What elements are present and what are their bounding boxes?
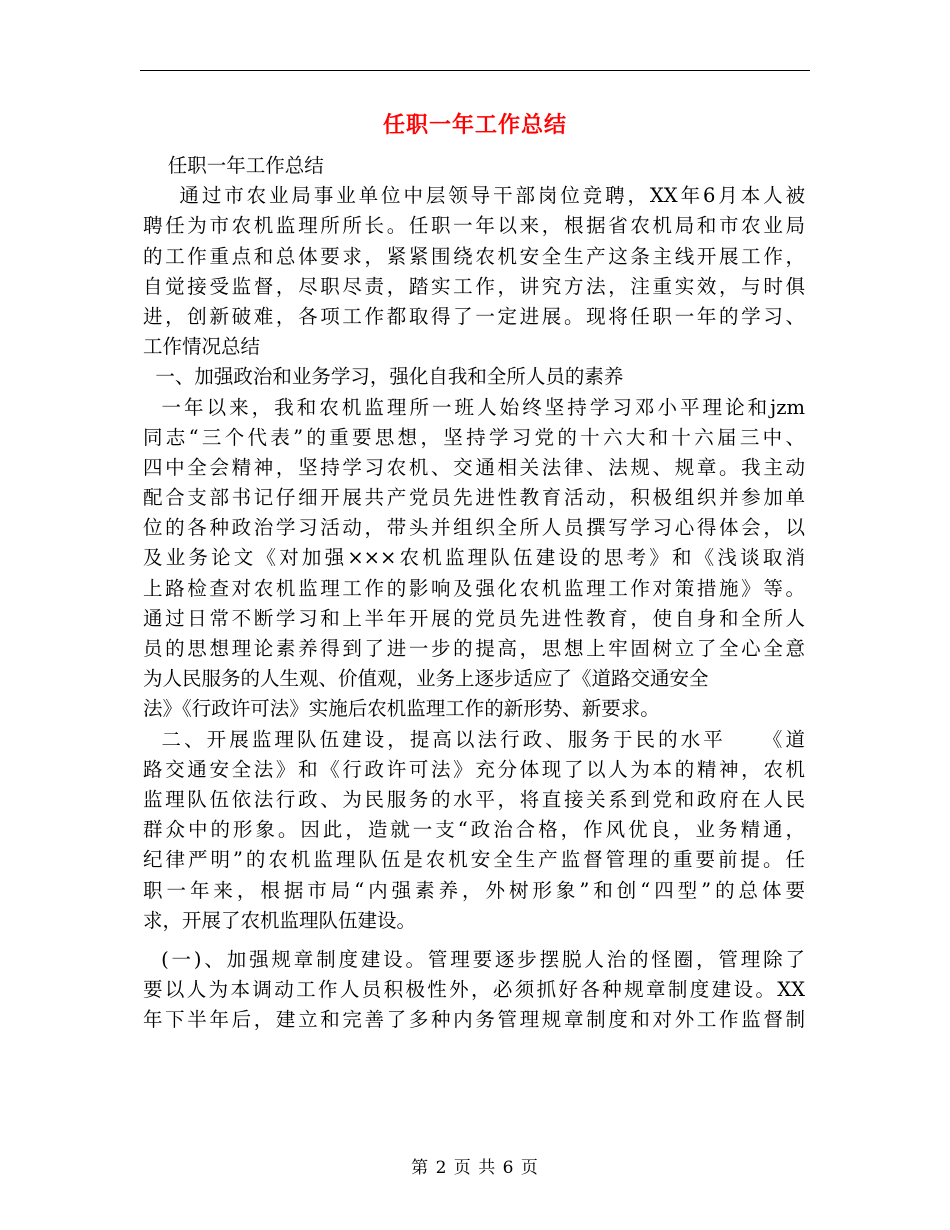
body-line: 求，开展了农机监理队伍建设。 [143, 908, 417, 932]
body-line: 及业务论文《对加强×××农机监理队伍建设的思考》和《浅谈取消 [143, 546, 805, 570]
body-line: 通过市农业局事业单位中层领导干部岗位竞聘，XX年6月本人被 [143, 184, 805, 208]
body-line: 配合支部书记仔细开展共产党员先进性教育活动，积极组织并参加单 [143, 486, 805, 510]
section-heading: 一、加强政治和业务学习，强化自我和全所人员的素养 [143, 365, 624, 389]
body-line: 群众中的形象。因此，造就一支“政治合格，作风优良，业务精通， [143, 818, 805, 842]
body-line: 纪律严明”的农机监理队伍是农机安全生产监督管理的重要前提。任 [143, 848, 805, 872]
body-line: 任职一年工作总结 [143, 154, 324, 177]
body-line: 位的各种政治学习活动，带头并组织全所人员撰写学习心得体会，以 [143, 516, 805, 540]
section-heading: 二、开展监理队伍建设，提高以法行政、服务于民的水平 《道 [143, 727, 805, 751]
body-line: 进，创新破难，各项工作都取得了一定进展。现将任职一年的学习、 [143, 304, 805, 328]
body-line: (一)、加强规章制度建设。管理要逐步摆脱人治的怪圈，管理除了 [143, 947, 805, 971]
document-body [143, 151, 805, 1035]
body-line: 工作情况总结 [143, 335, 261, 359]
body-line: 的工作重点和总体要求，紧紧围绕农机安全生产这条主线开展工作， [143, 244, 805, 268]
body-line: 四中全会精神，坚持学习农机、交通相关法律、法规、规章。我主动 [143, 455, 805, 479]
header-rule [140, 70, 810, 71]
page-number: 第 2 页 共 6 页 [411, 1158, 539, 1178]
body-line: 职一年来，根据市局“内强素养，外树形象”和创“四型”的总体要 [143, 878, 805, 902]
body-line: 自觉接受监督，尽职尽责，踏实工作，讲究方法，注重实效，与时俱 [143, 274, 805, 298]
body-line: 一年以来，我和农机监理所一班人始终坚持学习邓小平理论和jzm [143, 395, 805, 419]
body-line: 员的思想理论素养得到了进一步的提高，思想上牢固树立了全心全意 [143, 637, 805, 660]
body-line: 聘任为市农机监理所所长。任职一年以来，根据省农机局和市农业局 [143, 214, 805, 238]
body-line: 要以人为本调动工作人员积极性外，必须抓好各种规章制度建设。XX [143, 978, 805, 1002]
document-title: 任职一年工作总结 [382, 113, 567, 138]
body-line: 监理队伍依法行政、为民服务的水平，将直接关系到党和政府在人民 [143, 787, 805, 811]
body-line: 为人民服务的人生观、价值观，业务上逐步适应了《道路交通安全 [143, 667, 709, 691]
body-line: 路交通安全法》和《行政许可法》充分体现了以人为本的精神，农机 [143, 757, 805, 781]
body-line: 同志“三个代表”的重要思想，坚持学习党的十六大和十六届三中、 [143, 425, 805, 449]
body-line: 上路检查对农机监理工作的影响及强化农机监理工作对策措施》等。 [143, 576, 805, 600]
body-line: 法》《行政许可法》实施后农机监理工作的新形势、新要求。 [143, 697, 660, 721]
body-line: 年下半年后，建立和完善了多种内务管理规章制度和对外工作监督制 [143, 1008, 805, 1032]
body-line: 通过日常不断学习和上半年开展的党员先进性教育，使自身和全所人 [143, 606, 805, 630]
